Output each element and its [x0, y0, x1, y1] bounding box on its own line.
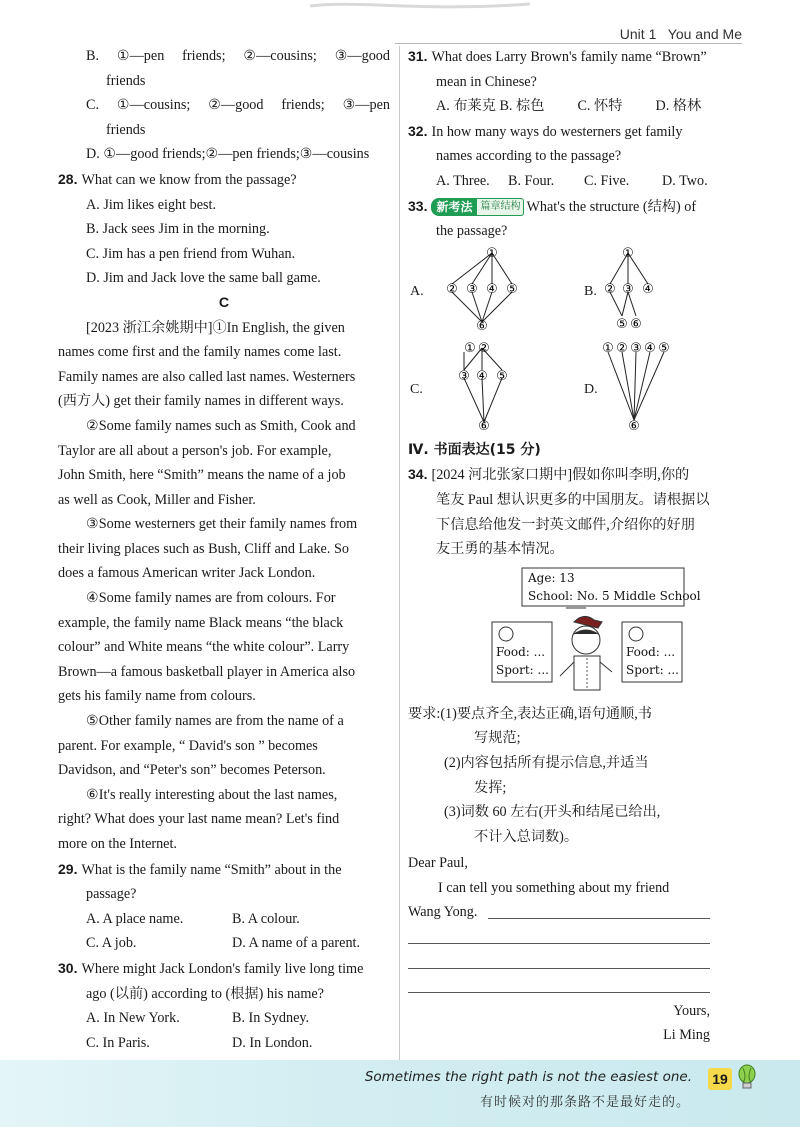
passage-line: gets his family name from colours. [58, 688, 256, 705]
q32-options [408, 169, 740, 194]
diagram-a [424, 244, 534, 332]
q32-option-d: D. Two. [662, 172, 708, 189]
page-footer [0, 1060, 800, 1127]
passage-line: ④Some family names are from colours. For [86, 590, 336, 607]
question-number: 30. [58, 959, 78, 976]
question-29 [58, 857, 390, 883]
passage-line: (西方人) get their family names in different ways. [58, 393, 344, 410]
question-30-cont: ago (以前) according to (根据) his name? [86, 985, 324, 1002]
passage-line: parent. For example, “ David's son ” becomes [58, 737, 318, 754]
lightbulb-icon [738, 1064, 756, 1090]
diagram-d-node-2: ② [616, 340, 628, 356]
question-text: What does Larry Brown's family name “Brown” [431, 49, 707, 65]
answer-line [408, 925, 740, 950]
friend-info-illustration [408, 562, 740, 702]
passage-line: Taylor are all about a person's job. For example, [58, 442, 332, 459]
diagram-d-node-5: ⑤ [658, 340, 670, 356]
section-4-heading: Ⅳ. 书面表达(15 分) [408, 441, 541, 458]
q28-option-b: B. Jack sees Jim in the morning. [86, 221, 270, 238]
q32-option-a: A. Three. [436, 172, 490, 189]
section-c-heading: C [218, 294, 230, 311]
answer-line [408, 950, 740, 975]
requirement-2-cont: 发挥; [474, 779, 507, 796]
passage-line: more on the Internet. [58, 836, 177, 852]
diagram-b [596, 244, 676, 332]
diagram-b-node-2: ② [604, 281, 616, 297]
q31-options [408, 94, 740, 119]
option-part: friends; [182, 48, 226, 64]
diagram-b-node-1: ① [622, 245, 634, 261]
requirement-3-cont: 不计入总词数)。 [474, 828, 579, 845]
q31-option-b: B. 棕色 [499, 98, 545, 115]
answer-blank[interactable] [408, 943, 710, 944]
letter-greeting: Dear Paul, [408, 855, 468, 872]
q31-option-a: A. 布莱克 [436, 98, 496, 115]
new-exam-badge [431, 198, 524, 216]
diagram-b-node-3: ③ [622, 281, 634, 297]
structure-diagrams [408, 244, 740, 434]
diagram-a-node-5: ⑤ [506, 281, 518, 297]
question-31 [408, 44, 740, 70]
q27-option-b-cont: friends [106, 72, 146, 89]
option-part: ①—pen [116, 48, 165, 64]
question-number: 31. [408, 48, 428, 64]
answer-blank[interactable] [488, 918, 710, 919]
footer-quote-en: Sometimes the right path is not the easiest one. [364, 1069, 692, 1085]
answer-blank[interactable] [408, 968, 710, 969]
diagram-c-node-6: ⑥ [478, 418, 490, 434]
requirement-1 [408, 702, 740, 727]
option-part: ③—good [334, 48, 390, 64]
reading-passage [58, 316, 390, 857]
q29-options-row1 [58, 907, 390, 932]
question-text: Where might Jack London's family live long time [81, 960, 364, 977]
info-food-left: Food: ... [496, 644, 546, 659]
question-text: [2024 河北张家口期中]假如你叫李明,你的 [431, 467, 690, 484]
question-28 [58, 167, 390, 193]
diagram-d-node-3: ③ [630, 340, 642, 356]
q27-option-d: D. ①—good friends;②—pen friends;③—cousins [86, 146, 370, 163]
option-part: ②—good [208, 97, 264, 114]
passage-line: does a famous American writer Jack London. [58, 565, 316, 582]
question-34-line2: 笔友 Paul 想认识更多的中国朋友。请根据以 [436, 491, 710, 508]
q32-option-c: C. Five. [584, 172, 630, 189]
passage-line: ⑥It's really interesting about the last names, [86, 786, 338, 803]
right-column [408, 44, 740, 1048]
q28-option-a: A. Jim likes eight best. [86, 196, 217, 213]
option-part: ③—pen [342, 97, 390, 114]
question-30 [58, 956, 390, 982]
diagram-d [600, 340, 676, 434]
q30-option-b: B. In Sydney. [232, 1010, 310, 1027]
diagram-c-node-5: ⑤ [496, 368, 508, 384]
option-part: ①—cousins; [116, 97, 191, 114]
info-sport-left: Sport: ... [496, 662, 549, 677]
diagram-b-node-5: ⑤ [616, 316, 628, 332]
letter-opening: I can tell you something about my friend [438, 879, 670, 896]
info-sport-right: Sport: ... [626, 662, 679, 677]
diagram-c-node-1: ① [464, 340, 476, 356]
diagram-c [424, 340, 524, 434]
question-number: 32. [408, 122, 428, 139]
passage-line: Brown—a famous basketball player in America also [58, 663, 356, 680]
passage-line: John Smith, here “Smith” means the name of a job [58, 467, 346, 484]
passage-line: their living places such as Bush, Cliff and Lake. So [58, 540, 349, 557]
passage-line: [2023 浙江余姚期中]①In English, the given [86, 319, 345, 336]
diagram-a-label: A. [410, 283, 424, 299]
diagram-a-node-2: ② [446, 281, 458, 297]
q28-option-c: C. Jim has a pen friend from Wuhan. [86, 245, 296, 262]
diagram-d-node-1: ① [602, 340, 614, 356]
passage-line: ⑤Other family names are from the name of a [86, 713, 344, 730]
page-number: 19 [708, 1068, 732, 1090]
q30-option-d: D. In London. [232, 1034, 313, 1051]
diagram-c-node-3: ③ [458, 368, 470, 384]
left-column [58, 44, 390, 1055]
requirement-3: (3)词数 60 左右(开头和结尾已给出, [444, 804, 661, 821]
diagram-c-node-2: ② [478, 340, 490, 356]
q29-option-a: A. A place name. [86, 910, 184, 927]
passage-line: names come first and the family names come last. [58, 344, 342, 361]
unit-header [620, 26, 742, 42]
q29-option-c: C. A job. [86, 935, 137, 952]
diagram-a-node-4: ④ [486, 281, 498, 297]
diagram-b-node-4: ④ [642, 281, 654, 297]
q27-option-b [58, 44, 390, 69]
diagram-d-label: D. [584, 381, 598, 397]
passage-line: as well as Cook, Miller and Fisher. [58, 491, 256, 508]
q30-option-c: C. In Paris. [86, 1034, 150, 1051]
q32-option-b: B. Four. [508, 172, 555, 189]
diagram-b-label: B. [584, 283, 597, 299]
q27-option-c-cont: friends [106, 121, 146, 138]
letter-opening-cont: Wang Yong. [408, 904, 478, 921]
diagram-d-node-6: ⑥ [628, 418, 640, 434]
passage-line: ②Some family names such as Smith, Cook and [86, 417, 356, 434]
q31-option-d: D. 格林 [655, 98, 702, 115]
answer-line [408, 974, 740, 999]
requirement-2: (2)内容包括所有提示信息,并适当 [444, 754, 649, 771]
question-number: 34. [408, 466, 428, 483]
question-34-line4: 友王勇的基本情况。 [436, 541, 564, 558]
question-number: 29. [58, 860, 78, 877]
question-33-cont: the passage? [436, 223, 508, 240]
option-letter: C. [86, 97, 100, 114]
question-34-line3: 下信息给他发一封英文邮件,介绍你的好朋 [436, 516, 695, 533]
question-number: 28. [58, 170, 78, 187]
unit-title: You and Me [667, 26, 742, 42]
question-33 [408, 194, 740, 220]
q31-option-c: C. 怀特 [577, 98, 623, 115]
question-31-cont: mean in Chinese? [436, 73, 537, 90]
footer-quote-zh: 有时候对的那条路不是最好走的。 [479, 1094, 690, 1109]
requirement-label: 要求: [408, 705, 441, 722]
top-decoration [300, 0, 540, 14]
question-32 [408, 119, 740, 145]
q27-option-c [58, 93, 390, 118]
letter-signature: Li Ming [663, 1027, 710, 1044]
info-school: School: No. 5 Middle School [528, 588, 701, 603]
option-part: friends; [281, 97, 325, 114]
info-age: Age: 13 [528, 570, 575, 585]
q29-options-row2 [58, 931, 390, 956]
answer-blank[interactable] [408, 992, 710, 993]
diagram-c-node-4: ④ [476, 368, 488, 384]
passage-line: Davidson, and “Peter's son” becomes Peterson. [58, 762, 326, 779]
q30-options-row1 [58, 1006, 390, 1031]
diagram-a-node-1: ① [486, 245, 498, 261]
question-34 [408, 462, 740, 488]
q29-option-b: B. A colour. [232, 910, 300, 927]
question-text: In how many ways do westerners get family [431, 123, 683, 140]
diagram-b-node-6: ⑥ [630, 316, 642, 332]
q30-options-row2 [58, 1031, 390, 1056]
passage-line: right? What does your last name mean? Let's find [58, 811, 340, 828]
question-text: What is the family name “Smith” about in the [81, 861, 342, 878]
column-divider [399, 46, 400, 1061]
unit-number: Unit 1 [619, 26, 657, 42]
diagram-c-label: C. [410, 381, 423, 397]
requirement-text: (1)要点齐全,表达正确,语句通顺,书 [440, 705, 652, 722]
option-letter: B. [86, 48, 100, 64]
diagram-a-node-6: ⑥ [476, 318, 488, 332]
option-part: ②—cousins; [243, 48, 317, 64]
passage-line: colour” and White means “the white colour”. Larry [58, 639, 350, 656]
badge-sublabel: 篇章结构 [477, 198, 524, 216]
q28-option-d: D. Jim and Jack love the same ball game. [86, 270, 321, 287]
info-food-right: Food: ... [626, 644, 676, 659]
question-number: 33. [408, 197, 428, 214]
passage-line: Family names are also called last names. Westerners [58, 368, 356, 385]
question-text: What can we know from the passage? [81, 171, 297, 188]
letter-closing: Yours, [673, 1002, 710, 1019]
question-29-cont: passage? [86, 886, 137, 903]
passage-line: example, the family name Black means “the black [58, 614, 344, 631]
diagram-a-node-3: ③ [466, 281, 478, 297]
question-text: What's the structure (结构) of [526, 198, 697, 215]
letter-opening-line2 [408, 900, 740, 925]
passage-line: ③Some westerners get their family names from [86, 516, 358, 533]
question-32-cont: names according to the passage? [436, 148, 622, 165]
q30-option-a: A. In New York. [86, 1010, 180, 1027]
diagram-d-node-4: ④ [644, 340, 656, 356]
q29-option-d: D. A name of a parent. [232, 935, 361, 952]
badge-label: 新考法 [431, 198, 477, 216]
requirement-1-cont: 写规范; [474, 730, 521, 747]
